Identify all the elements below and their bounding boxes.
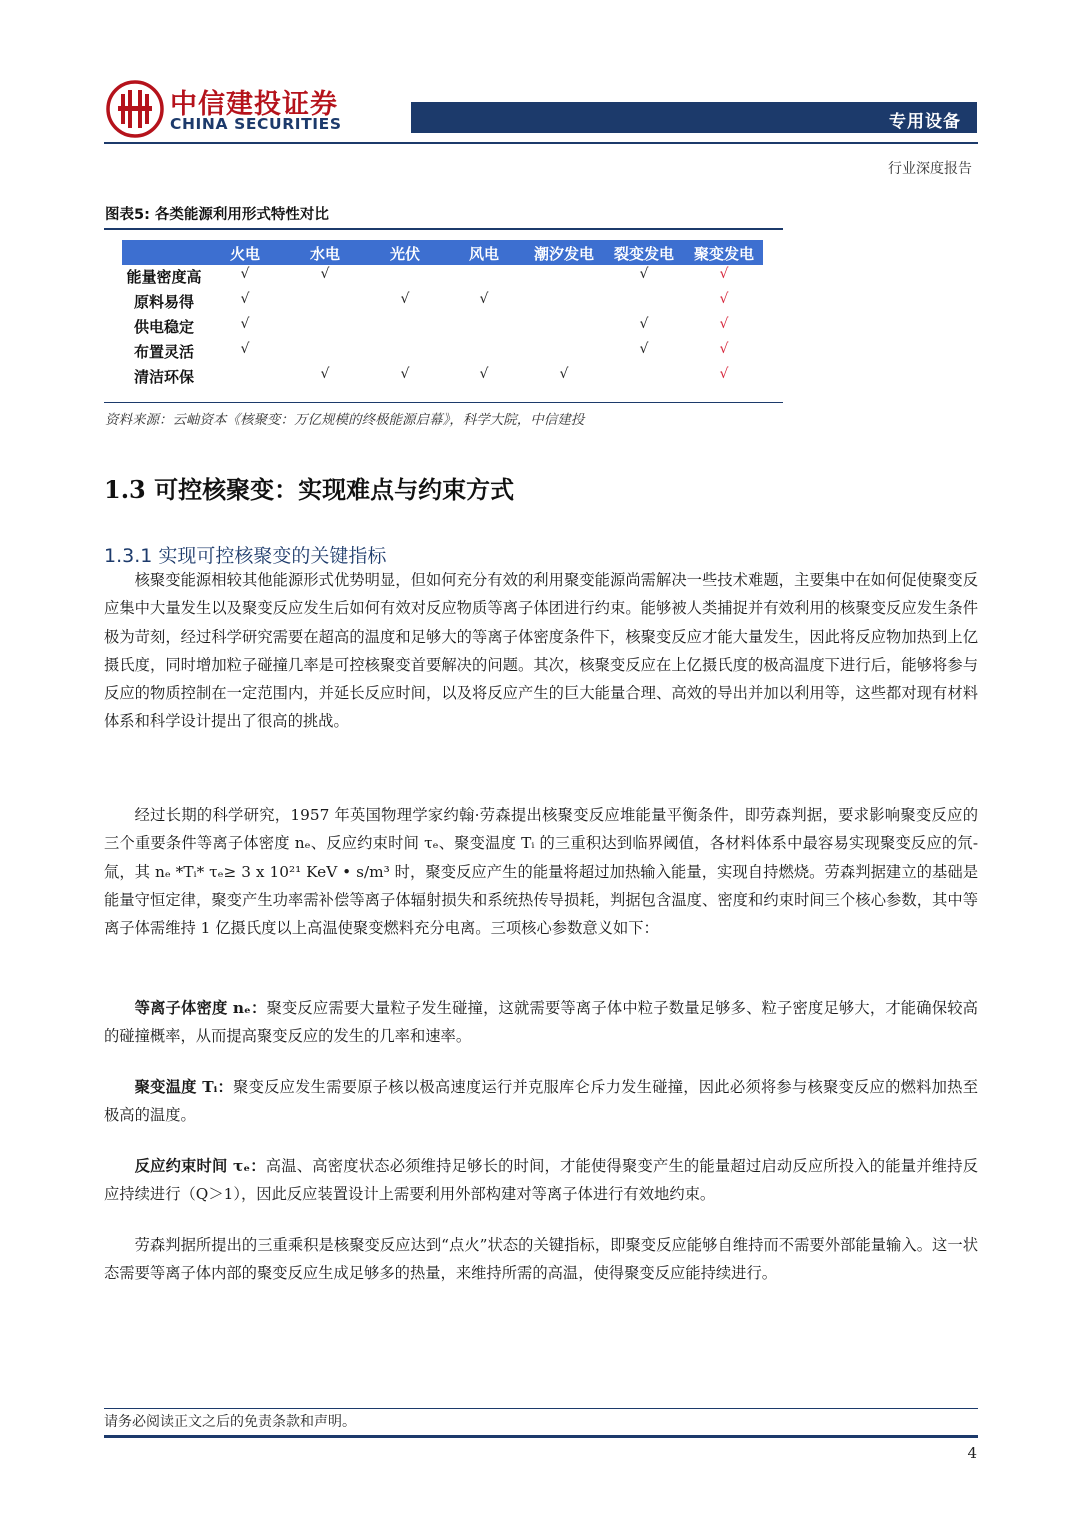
disclaimer-note: 请务必阅读正文之后的免责条款和声明。 [104,1414,356,1430]
definition-text: 聚变反应需要大量粒子发生碰撞，这就需要等离子体中粒子数量足够多、粒子密度足够大，才能确保较高的碰撞概率，从而提高聚变反应的发生的几率和速率。 [104,999,978,1046]
check-mark: √ [639,316,649,332]
check-mark-highlight: √ [719,341,729,357]
definition-paragraph [104,1073,978,1130]
check-mark: √ [240,266,250,282]
check-mark-highlight: √ [719,366,729,382]
definition-term: 等离子体密度 nₑ： [134,999,267,1017]
check-mark: √ [240,291,250,307]
check-mark-highlight: √ [719,316,729,332]
check-mark-highlight: √ [719,266,729,282]
company-logo-icon [106,80,164,138]
check-mark: √ [400,366,410,382]
logo-chinese-name: 中信建投证券 [170,89,338,120]
table-row-label: 布置灵活 [133,343,194,361]
definition-term: 反应约束时间 τₑ： [134,1157,266,1175]
definition-paragraph [104,1152,978,1209]
check-mark: √ [559,366,569,382]
table-column-header: 裂变发电 [613,245,674,263]
table-row-label: 供电稳定 [133,318,194,336]
definition-text: 聚变反应发生需要原子核以极高速度运行并克服库仑斥力发生碰撞，因此必须将参与核聚变反应的燃料加热至极高的温度。 [104,1078,978,1125]
subsection-heading: 1.3.1 实现可控核聚变的关键指标 [104,545,387,567]
table-column-header: 水电 [309,245,340,263]
check-mark-highlight: √ [719,291,729,307]
definition-text: 高温、高密度状态必须维持足够长的时间，才能使得聚变产生的能量超过启动反应所投入的能量并维持反应持续进行（Q＞1），因此反应装置设计上需要利用外部构建对等离子体进行有效地约束。 [104,1157,978,1204]
check-mark: √ [479,291,489,307]
report-type: 行业深度报告 [888,161,972,177]
body-paragraph: 核聚变能源相较其他能源形式优势明显，但如何充分有效的利用聚变能源尚需解决一些技术难题，主要集中在如何促使聚变反应集中大量发生以及聚变反应发生后如何有效对反应物质等离子体团进行约束。能够被人类捕捉并有效利用的核聚变反应发生条件极为苛刻，经过科学研究需要在超高的温度和足够大的等离子体密度条件下，核聚变反应才能大量发生，因此将反应物加热到上亿摄氏度，同时增加粒子碰撞几率是可控核聚变首要解决的问题。其次，核聚变反应在上亿摄氏度的极高温度下进行后，能够将参与反应的物质控制在一定范围内，并延长反应时间，以及将反应产生的巨大能量合理、高效的导出并加以利用等，这些都对现有材料体系和科学设计提出了很高的挑战。 [104,571,978,731]
table-column-header: 潮汐发电 [533,245,594,263]
check-mark: √ [479,366,489,382]
table-row-label: 能量密度高 [126,268,202,286]
check-mark: √ [400,291,410,307]
table-column-header: 火电 [229,245,260,263]
figure-top-rule [104,228,783,230]
check-mark: √ [240,341,250,357]
header-divider [104,142,978,144]
check-mark: √ [639,266,649,282]
definition-paragraph [104,994,978,1051]
figure-title: 图表5: 各类能源利用形式特性对比 [105,207,329,223]
definition-term: 聚变温度 Tᵢ： [134,1078,234,1096]
table-column-header: 聚变发电 [693,245,754,263]
check-mark: √ [320,266,330,282]
page-number: 4 [967,1444,977,1462]
body-paragraph: 经过长期的科学研究，1957 年英国物理学家约翰·劳森提出核聚变反应堆能量平衡条件，即劳森判据，要求影响聚变反应的三个重要条件等离子体密度 nₑ、反应约束时间 τₑ、聚变温度 Tᵢ 的三重积达到临界阈值，各材料体系中最容易实现聚变反应的氘-氚，其 nₑ *Tᵢ* τₑ≥ 3 x 10²¹ KeV • s/m³ 时，聚变反应产生的能量将超过加热输入能量，实现自持燃烧。劳森判据建立的基础是能量守恒定律，聚变产生功率需补偿等离子体辐射损失和系统热传导损耗，判据包含温度、密度和约束时间三个核心参数，其中等离子体需维持 1 亿摄氏度以上高温使聚变燃料充分电离。三项核心参数意义如下： [104,806,978,938]
figure-bottom-rule [104,402,783,403]
logo-english-name: CHINA SECURITIES [170,115,342,133]
check-mark: √ [639,341,649,357]
table-column-header: 光伏 [389,245,420,263]
footer-divider [104,1408,978,1409]
table-column-header: 风电 [468,245,499,263]
table-row-label: 清洁环保 [133,368,194,386]
sector-banner [411,102,977,133]
check-mark: √ [320,366,330,382]
check-mark: √ [240,316,250,332]
section-heading: 1.3 可控核聚变：实现难点与约束方式 [104,475,515,504]
sector-label: 专用设备 [889,112,961,132]
figure-source: 资料来源：云岫资本《核聚变：万亿规模的终极能源启幕》，科学大院，中信建投 [105,412,585,428]
footer-thick-rule [104,1435,978,1438]
body-paragraph: 劳森判据所提出的三重乘积是核聚变反应达到“点火”状态的关键指标，即聚变反应能够自维持而不需要外部能量输入。这一状态需要等离子体内部的聚变反应生成足够多的热量，来维持所需的高温，使得聚变反应能持续进行。 [104,1236,978,1283]
table-row-label: 原料易得 [133,293,194,311]
